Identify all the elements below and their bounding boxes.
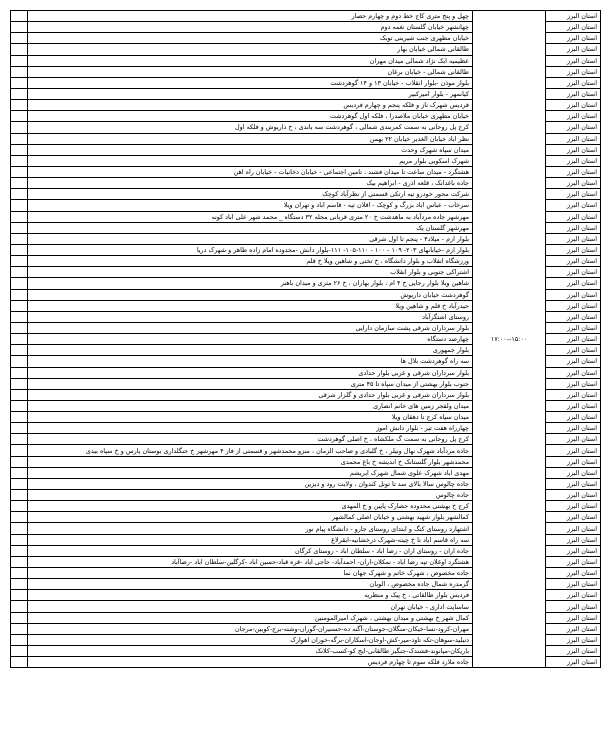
table-row bbox=[11, 155, 601, 166]
province-cell: استان البرز bbox=[546, 11, 601, 22]
time-cell bbox=[473, 601, 546, 612]
address-cell: مهرشهر گلستان یک bbox=[28, 222, 473, 233]
address-cell: جاده چالوس bbox=[28, 490, 473, 501]
address-cell: اشتهارد روستای کنگ و ابتدای روستای جارو - دانشگاه پیام نور bbox=[28, 523, 473, 534]
table-row bbox=[11, 88, 601, 99]
blank-cell bbox=[11, 445, 28, 456]
province-cell: استان البرز bbox=[546, 22, 601, 33]
province-cell: استان البرز bbox=[546, 467, 601, 478]
table-row bbox=[11, 512, 601, 523]
blank-cell bbox=[11, 200, 28, 211]
blank-cell bbox=[11, 467, 28, 478]
address-cell: چهل و پنج متری کاج خط دوم و چهارم حصار bbox=[28, 11, 473, 22]
table-row bbox=[11, 144, 601, 155]
province-cell: استان البرز bbox=[546, 233, 601, 244]
address-cell: هشتگرد اوغلان تپه رضا اباد - نمکلان-اران- احمدآباد- حاجی اباد -قره قباد-حسین اباد -کرگلین-سلطان اباد -رضاآباد bbox=[28, 556, 473, 567]
province-cell: استان البرز bbox=[546, 166, 601, 177]
province-cell: استان البرز bbox=[546, 144, 601, 155]
time-cell bbox=[473, 556, 546, 567]
table-row bbox=[11, 33, 601, 44]
province-cell: استان البرز bbox=[546, 189, 601, 200]
time-cell bbox=[473, 222, 546, 233]
table-row bbox=[11, 412, 601, 423]
province-cell: استان البرز bbox=[546, 155, 601, 166]
time-cell bbox=[473, 412, 546, 423]
table-row bbox=[11, 389, 601, 400]
address-cell: جنوب بلوار بهشتی از میدان سپاه تا ۴۵ متری bbox=[28, 378, 473, 389]
time-cell bbox=[473, 534, 546, 545]
province-cell: استان البرز bbox=[546, 267, 601, 278]
time-cell: ۱۵:۰۰--۱۷:۰۰ bbox=[473, 334, 546, 345]
table-row bbox=[11, 256, 601, 267]
time-cell bbox=[473, 322, 546, 333]
time-cell bbox=[473, 456, 546, 467]
blank-cell bbox=[11, 634, 28, 645]
blank-cell bbox=[11, 55, 28, 66]
time-cell bbox=[473, 367, 546, 378]
table-row bbox=[11, 523, 601, 534]
blank-cell bbox=[11, 601, 28, 612]
time-cell bbox=[473, 122, 546, 133]
table-row bbox=[11, 189, 601, 200]
address-cell: جاده چالوس سالا بالای سد تا تونل کندوان ، ولایت رود و دیزین bbox=[28, 478, 473, 489]
time-cell bbox=[473, 133, 546, 144]
blank-cell bbox=[11, 590, 28, 601]
address-cell: هشتگرد - میدان ساعت تا میدان فشند ، تامین اجتماعی - خیابان دخانیات - خیابان راه اهن bbox=[28, 166, 473, 177]
time-cell bbox=[473, 657, 546, 668]
time-cell bbox=[473, 512, 546, 523]
blank-cell bbox=[11, 166, 28, 177]
province-cell: استان البرز bbox=[546, 33, 601, 44]
province-cell: استان البرز bbox=[546, 278, 601, 289]
blank-cell bbox=[11, 33, 28, 44]
time-cell bbox=[473, 467, 546, 478]
province-cell: استان البرز bbox=[546, 111, 601, 122]
province-cell: استان البرز bbox=[546, 211, 601, 222]
province-cell: استان البرز bbox=[546, 122, 601, 133]
province-cell: استان البرز bbox=[546, 378, 601, 389]
table-row bbox=[11, 300, 601, 311]
blank-cell bbox=[11, 356, 28, 367]
blank-cell bbox=[11, 111, 28, 122]
time-cell bbox=[473, 623, 546, 634]
blank-cell bbox=[11, 579, 28, 590]
province-cell: استان البرز bbox=[546, 356, 601, 367]
address-cell: شرکت محور خودرو تیه ارتکی قسمتی از نظرآباد کوچک bbox=[28, 189, 473, 200]
province-cell: استان البرز bbox=[546, 400, 601, 411]
time-cell bbox=[473, 400, 546, 411]
time-cell bbox=[473, 267, 546, 278]
province-cell: استان البرز bbox=[546, 568, 601, 579]
blank-cell bbox=[11, 133, 28, 144]
province-cell: استان البرز bbox=[546, 44, 601, 55]
address-cell: مهرشهر جاده مردآباد به ماهدشت خ ۲۰ متری قربانی محله ۳۲ دستگاه _ محمد شهر علی اباد کونه bbox=[28, 211, 473, 222]
blank-cell bbox=[11, 233, 28, 244]
table-row bbox=[11, 378, 601, 389]
address-cell: دنبلید-سوهان-تکه تاود-میر-کش-اوجان-اسکاران-برگه-خوران اهوارک bbox=[28, 634, 473, 645]
table-row bbox=[11, 367, 601, 378]
address-cell: سه راه قاسم اباد تا خ چینه-شهرک درخشانیه-ابقرلاغ bbox=[28, 534, 473, 545]
blank-cell bbox=[11, 155, 28, 166]
province-cell: استان البرز bbox=[546, 55, 601, 66]
address-cell: حیدرآباد خ قلم و شاهین ویلا bbox=[28, 300, 473, 311]
table-row bbox=[11, 311, 601, 322]
time-cell bbox=[473, 378, 546, 389]
blank-cell bbox=[11, 244, 28, 255]
time-cell bbox=[473, 523, 546, 534]
address-cell: بلوار سرداران شرقی پشت سازمان دارایی bbox=[28, 322, 473, 333]
time-cell bbox=[473, 568, 546, 579]
time-cell bbox=[473, 111, 546, 122]
address-cell: محمدشهر بلوار گلستانک خ اندیشه خ باغ محمدی bbox=[28, 456, 473, 467]
province-cell: استان البرز bbox=[546, 77, 601, 88]
address-cell: جاده باغدانک ، قلعه اذری - ابراهیم بیک bbox=[28, 178, 473, 189]
province-cell: استان البرز bbox=[546, 445, 601, 456]
address-cell: باریکان-میانوند-فشندک-جنگیز طالقانی-ایج کو-کسب-کلانک bbox=[28, 646, 473, 657]
blank-cell bbox=[11, 646, 28, 657]
province-cell: استان البرز bbox=[546, 200, 601, 211]
province-cell: استان البرز bbox=[546, 512, 601, 523]
address-cell: جاده مردآباد شهرک نهال ونیلر ، خ گلبادی و صاحب الزمان ، منزو محمدشهر و قسمتی از فاز ۴ مهرشهر خ جنگلداری بوستان پارس و خ سپاه بیدی bbox=[28, 445, 473, 456]
table-row bbox=[11, 278, 601, 289]
province-cell: استان البرز bbox=[546, 66, 601, 77]
time-cell bbox=[473, 22, 546, 33]
table-row bbox=[11, 423, 601, 434]
province-cell: استان البرز bbox=[546, 322, 601, 333]
table-row bbox=[11, 345, 601, 356]
table-row bbox=[11, 100, 601, 111]
address-cell: میدان سپاه کرج تا دهقان ویلا bbox=[28, 412, 473, 423]
time-cell bbox=[473, 345, 546, 356]
table-row bbox=[11, 66, 601, 77]
time-cell bbox=[473, 389, 546, 400]
address-cell: جاده مخصوص ، شهرک خاتم و شهرک جهان نما bbox=[28, 568, 473, 579]
province-cell: استان البرز bbox=[546, 423, 601, 434]
blank-cell bbox=[11, 501, 28, 512]
blank-cell bbox=[11, 568, 28, 579]
address-cell: بلوار سرداران شرقی و غربی بلوار حدادی و گلزار شرقی bbox=[28, 389, 473, 400]
province-cell: استان البرز bbox=[546, 412, 601, 423]
time-cell bbox=[473, 478, 546, 489]
province-cell: استان البرز bbox=[546, 501, 601, 512]
table-row bbox=[11, 445, 601, 456]
blank-cell bbox=[11, 389, 28, 400]
province-cell: استان البرز bbox=[546, 244, 601, 255]
table-row bbox=[11, 122, 601, 133]
blank-cell bbox=[11, 523, 28, 534]
table-row bbox=[11, 166, 601, 177]
table-row bbox=[11, 111, 601, 122]
address-cell: سرخاب - عباس اباد بزرگ و کوچک - اقلان تپه - قاسم اباد و تهران ویلا bbox=[28, 200, 473, 211]
time-cell bbox=[473, 545, 546, 556]
address-cell: میدان سپاه شهرک وحدت bbox=[28, 144, 473, 155]
province-cell: استان البرز bbox=[546, 289, 601, 300]
time-cell bbox=[473, 166, 546, 177]
province-cell: استان البرز bbox=[546, 623, 601, 634]
table-row bbox=[11, 646, 601, 657]
blank-cell bbox=[11, 222, 28, 233]
time-cell bbox=[473, 311, 546, 322]
address-cell: بلوار ارم - میلاد۴ - پنجم تا اول شرقی bbox=[28, 233, 473, 244]
table-row bbox=[11, 133, 601, 144]
time-cell bbox=[473, 33, 546, 44]
time-cell bbox=[473, 445, 546, 456]
address-cell: عظیمیه ابک نژاد شمالی میدان مهران bbox=[28, 55, 473, 66]
province-cell: استان البرز bbox=[546, 311, 601, 322]
table-row bbox=[11, 579, 601, 590]
table-row bbox=[11, 244, 601, 255]
blank-cell bbox=[11, 289, 28, 300]
blank-cell bbox=[11, 256, 28, 267]
time-cell bbox=[473, 612, 546, 623]
blank-cell bbox=[11, 423, 28, 434]
table-row bbox=[11, 222, 601, 233]
table-row bbox=[11, 11, 601, 22]
blank-cell bbox=[11, 322, 28, 333]
blank-cell bbox=[11, 434, 28, 445]
table-row bbox=[11, 601, 601, 612]
blank-cell bbox=[11, 178, 28, 189]
blank-cell bbox=[11, 66, 28, 77]
province-cell: استان البرز bbox=[546, 256, 601, 267]
blank-cell bbox=[11, 612, 28, 623]
table-row bbox=[11, 456, 601, 467]
address-cell: چهانشهر خیابان گلستان نغمه دوم bbox=[28, 22, 473, 33]
blank-cell bbox=[11, 100, 28, 111]
table-row bbox=[11, 434, 601, 445]
time-cell bbox=[473, 646, 546, 657]
address-cell: بلوار جمهوری bbox=[28, 345, 473, 356]
blank-cell bbox=[11, 11, 28, 22]
address-cell: گوهردشت خیابان داریوش bbox=[28, 289, 473, 300]
time-cell bbox=[473, 66, 546, 77]
address-cell: جاده اران - روستای اران - رضا اباد - سلطان اباد - روستای کرگان bbox=[28, 545, 473, 556]
province-cell: استان البرز bbox=[546, 523, 601, 534]
address-cell: بلوار ارم -خیابانهای ۲۰۳- ۱۰۹ - ۱۰۰ - ۱۱۰-۱۰۵- ۱۱۱-بلوار دانش -محدوده امام زاده طاهر و شهرک دریا bbox=[28, 244, 473, 255]
table-row bbox=[11, 657, 601, 668]
address-cell: خیابان مطهری جنب شیرینی توبک bbox=[28, 33, 473, 44]
province-cell: استان البرز bbox=[546, 345, 601, 356]
table-row bbox=[11, 478, 601, 489]
time-cell bbox=[473, 211, 546, 222]
table-body bbox=[11, 11, 601, 668]
address-cell: کرج خ بهشتی محدوده حصارک پایین و خ المهدی bbox=[28, 501, 473, 512]
address-cell: شهرک اسکویی بلوار مریم bbox=[28, 155, 473, 166]
table-row bbox=[11, 612, 601, 623]
blank-cell bbox=[11, 88, 28, 99]
address-cell: کرج پل روحانی به سمت کمربندی شمالی ، گوهردشت سه باندی ، خ داریوش و فلکه اول bbox=[28, 122, 473, 133]
address-cell: کیانمهر - بلوار امیرکبیر bbox=[28, 88, 473, 99]
table-row bbox=[11, 590, 601, 601]
table-row bbox=[11, 545, 601, 556]
address-cell: فردیس بلوار طالقانی ، خ پیک و منظریه bbox=[28, 590, 473, 601]
table-row bbox=[11, 77, 601, 88]
blank-cell bbox=[11, 478, 28, 489]
table-row bbox=[11, 568, 601, 579]
address-cell: مهران-کرود-نسا-خیکان-منگلان-جوستان-آگنه ده-حسنیران-گوران-وشته-برج-کوبین-مرجان bbox=[28, 623, 473, 634]
address-cell: چهارراه هفت تیر - بلوار دانش اموز bbox=[28, 423, 473, 434]
address-cell: شاهین ویلا بلوار رجایی خ ۴ ام ، بلوار بهاران ، خ ۲۶ متری و میدان باهنر bbox=[28, 278, 473, 289]
blank-cell bbox=[11, 456, 28, 467]
time-cell bbox=[473, 44, 546, 55]
province-cell: استان البرز bbox=[546, 634, 601, 645]
time-cell bbox=[473, 189, 546, 200]
time-cell bbox=[473, 423, 546, 434]
power-outage-schedule-table bbox=[10, 10, 601, 668]
address-cell: خیابان مطهری خیابان ملاصدرا ، فلکه اول گوهردشت bbox=[28, 111, 473, 122]
blank-cell bbox=[11, 545, 28, 556]
address-cell: طالقانی شمالی - خیابان برغان bbox=[28, 66, 473, 77]
table-row bbox=[11, 501, 601, 512]
province-cell: استان البرز bbox=[546, 478, 601, 489]
address-cell: فردیس شهرک ناز و فلکه پنجم و چهارم فردیس bbox=[28, 100, 473, 111]
address-cell: نظر اباد خیابان الغدیر خیابان ۲۲ بهمن bbox=[28, 133, 473, 144]
province-cell: استان البرز bbox=[546, 556, 601, 567]
table-row bbox=[11, 22, 601, 33]
blank-cell bbox=[11, 144, 28, 155]
province-cell: استان البرز bbox=[546, 334, 601, 345]
province-cell: استان البرز bbox=[546, 178, 601, 189]
time-cell bbox=[473, 434, 546, 445]
province-cell: استان البرز bbox=[546, 88, 601, 99]
blank-cell bbox=[11, 77, 28, 88]
blank-cell bbox=[11, 534, 28, 545]
blank-cell bbox=[11, 556, 28, 567]
province-cell: استان البرز bbox=[546, 579, 601, 590]
address-cell: ساسایت اداری - خیابان تهران bbox=[28, 601, 473, 612]
blank-cell bbox=[11, 22, 28, 33]
table-row bbox=[11, 400, 601, 411]
blank-cell bbox=[11, 490, 28, 501]
table-row bbox=[11, 556, 601, 567]
time-cell bbox=[473, 88, 546, 99]
time-cell bbox=[473, 233, 546, 244]
blank-cell bbox=[11, 300, 28, 311]
blank-cell bbox=[11, 378, 28, 389]
time-cell bbox=[473, 144, 546, 155]
blank-cell bbox=[11, 412, 28, 423]
blank-cell bbox=[11, 623, 28, 634]
table-row bbox=[11, 334, 601, 345]
province-cell: استان البرز bbox=[546, 133, 601, 144]
table-row bbox=[11, 356, 601, 367]
province-cell: استان البرز bbox=[546, 389, 601, 400]
province-cell: استان البرز bbox=[546, 222, 601, 233]
province-cell: استان البرز bbox=[546, 612, 601, 623]
province-cell: استان البرز bbox=[546, 534, 601, 545]
blank-cell bbox=[11, 657, 28, 668]
blank-cell bbox=[11, 211, 28, 222]
address-cell: اشتراکی جنوبی و بلوار انقلاب bbox=[28, 267, 473, 278]
table-row bbox=[11, 322, 601, 333]
table-row bbox=[11, 200, 601, 211]
time-cell bbox=[473, 356, 546, 367]
time-cell bbox=[473, 300, 546, 311]
address-cell: مهدی اباد شهرک علوی شمال شهرک ابریشم bbox=[28, 467, 473, 478]
time-cell bbox=[473, 490, 546, 501]
table-row bbox=[11, 634, 601, 645]
address-cell: چهارصد دستگاه bbox=[28, 334, 473, 345]
blank-cell bbox=[11, 311, 28, 322]
address-cell: گرمدره شمال جاده مخصوص ، الوبان bbox=[28, 579, 473, 590]
time-cell bbox=[473, 100, 546, 111]
time-cell bbox=[473, 579, 546, 590]
province-cell: استان البرز bbox=[546, 657, 601, 668]
blank-cell bbox=[11, 44, 28, 55]
time-cell bbox=[473, 155, 546, 166]
province-cell: استان البرز bbox=[546, 100, 601, 111]
province-cell: استان البرز bbox=[546, 545, 601, 556]
blank-cell bbox=[11, 512, 28, 523]
table-row bbox=[11, 233, 601, 244]
time-cell bbox=[473, 278, 546, 289]
time-cell bbox=[473, 11, 546, 22]
table-row bbox=[11, 467, 601, 478]
time-cell bbox=[473, 289, 546, 300]
blank-cell bbox=[11, 189, 28, 200]
address-cell: کرج پل روحانی به سمت گ ملکشاه ، خ اصلی گوهردشت bbox=[28, 434, 473, 445]
time-cell bbox=[473, 590, 546, 601]
table-row bbox=[11, 267, 601, 278]
address-cell: کمال شهر خ بهشتی و میدان بهشتی ، شهرک امیرالمومنین bbox=[28, 612, 473, 623]
time-cell bbox=[473, 200, 546, 211]
address-cell: بلوار سرداران شرقی و غربی بلوار حدادی bbox=[28, 367, 473, 378]
table-row bbox=[11, 534, 601, 545]
blank-cell bbox=[11, 334, 28, 345]
blank-cell bbox=[11, 345, 28, 356]
address-cell: طالقانی شمالی خیابان بهار bbox=[28, 44, 473, 55]
table-row bbox=[11, 44, 601, 55]
address-cell: جاده ملارد فلکه سوم تا چهارم فردیس bbox=[28, 657, 473, 668]
blank-cell bbox=[11, 122, 28, 133]
table-row bbox=[11, 490, 601, 501]
time-cell bbox=[473, 77, 546, 88]
address-cell: ورزشگاه انقلاب و بلوار دانشگاه ، خ تختی و شاهین ویلا خ قلم bbox=[28, 256, 473, 267]
address-cell: روستای اشتگرآباد bbox=[28, 311, 473, 322]
time-cell bbox=[473, 55, 546, 66]
table-row bbox=[11, 289, 601, 300]
province-cell: استان البرز bbox=[546, 601, 601, 612]
address-cell: بلوار موذن -بلوار انقلاب - خیابان ۱۳ و ۱۴ گوهردشت bbox=[28, 77, 473, 88]
time-cell bbox=[473, 634, 546, 645]
province-cell: استان البرز bbox=[546, 646, 601, 657]
table-row bbox=[11, 55, 601, 66]
time-cell bbox=[473, 244, 546, 255]
province-cell: استان البرز bbox=[546, 490, 601, 501]
address-cell: میدان ولفجر زمین های خانم انصاری bbox=[28, 400, 473, 411]
table-row bbox=[11, 178, 601, 189]
province-cell: استان البرز bbox=[546, 300, 601, 311]
address-cell: کمالشهر بلوار شهید بهشتی و خیابان اصلی کمالشهر bbox=[28, 512, 473, 523]
time-cell bbox=[473, 256, 546, 267]
table-row bbox=[11, 623, 601, 634]
time-cell bbox=[473, 501, 546, 512]
table-row bbox=[11, 211, 601, 222]
address-cell: سه راه گوهردشت بلال ها bbox=[28, 356, 473, 367]
blank-cell bbox=[11, 367, 28, 378]
blank-cell bbox=[11, 278, 28, 289]
time-cell bbox=[473, 178, 546, 189]
blank-cell bbox=[11, 400, 28, 411]
province-cell: استان البرز bbox=[546, 456, 601, 467]
province-cell: استان البرز bbox=[546, 434, 601, 445]
province-cell: استان البرز bbox=[546, 590, 601, 601]
province-cell: استان البرز bbox=[546, 367, 601, 378]
blank-cell bbox=[11, 267, 28, 278]
